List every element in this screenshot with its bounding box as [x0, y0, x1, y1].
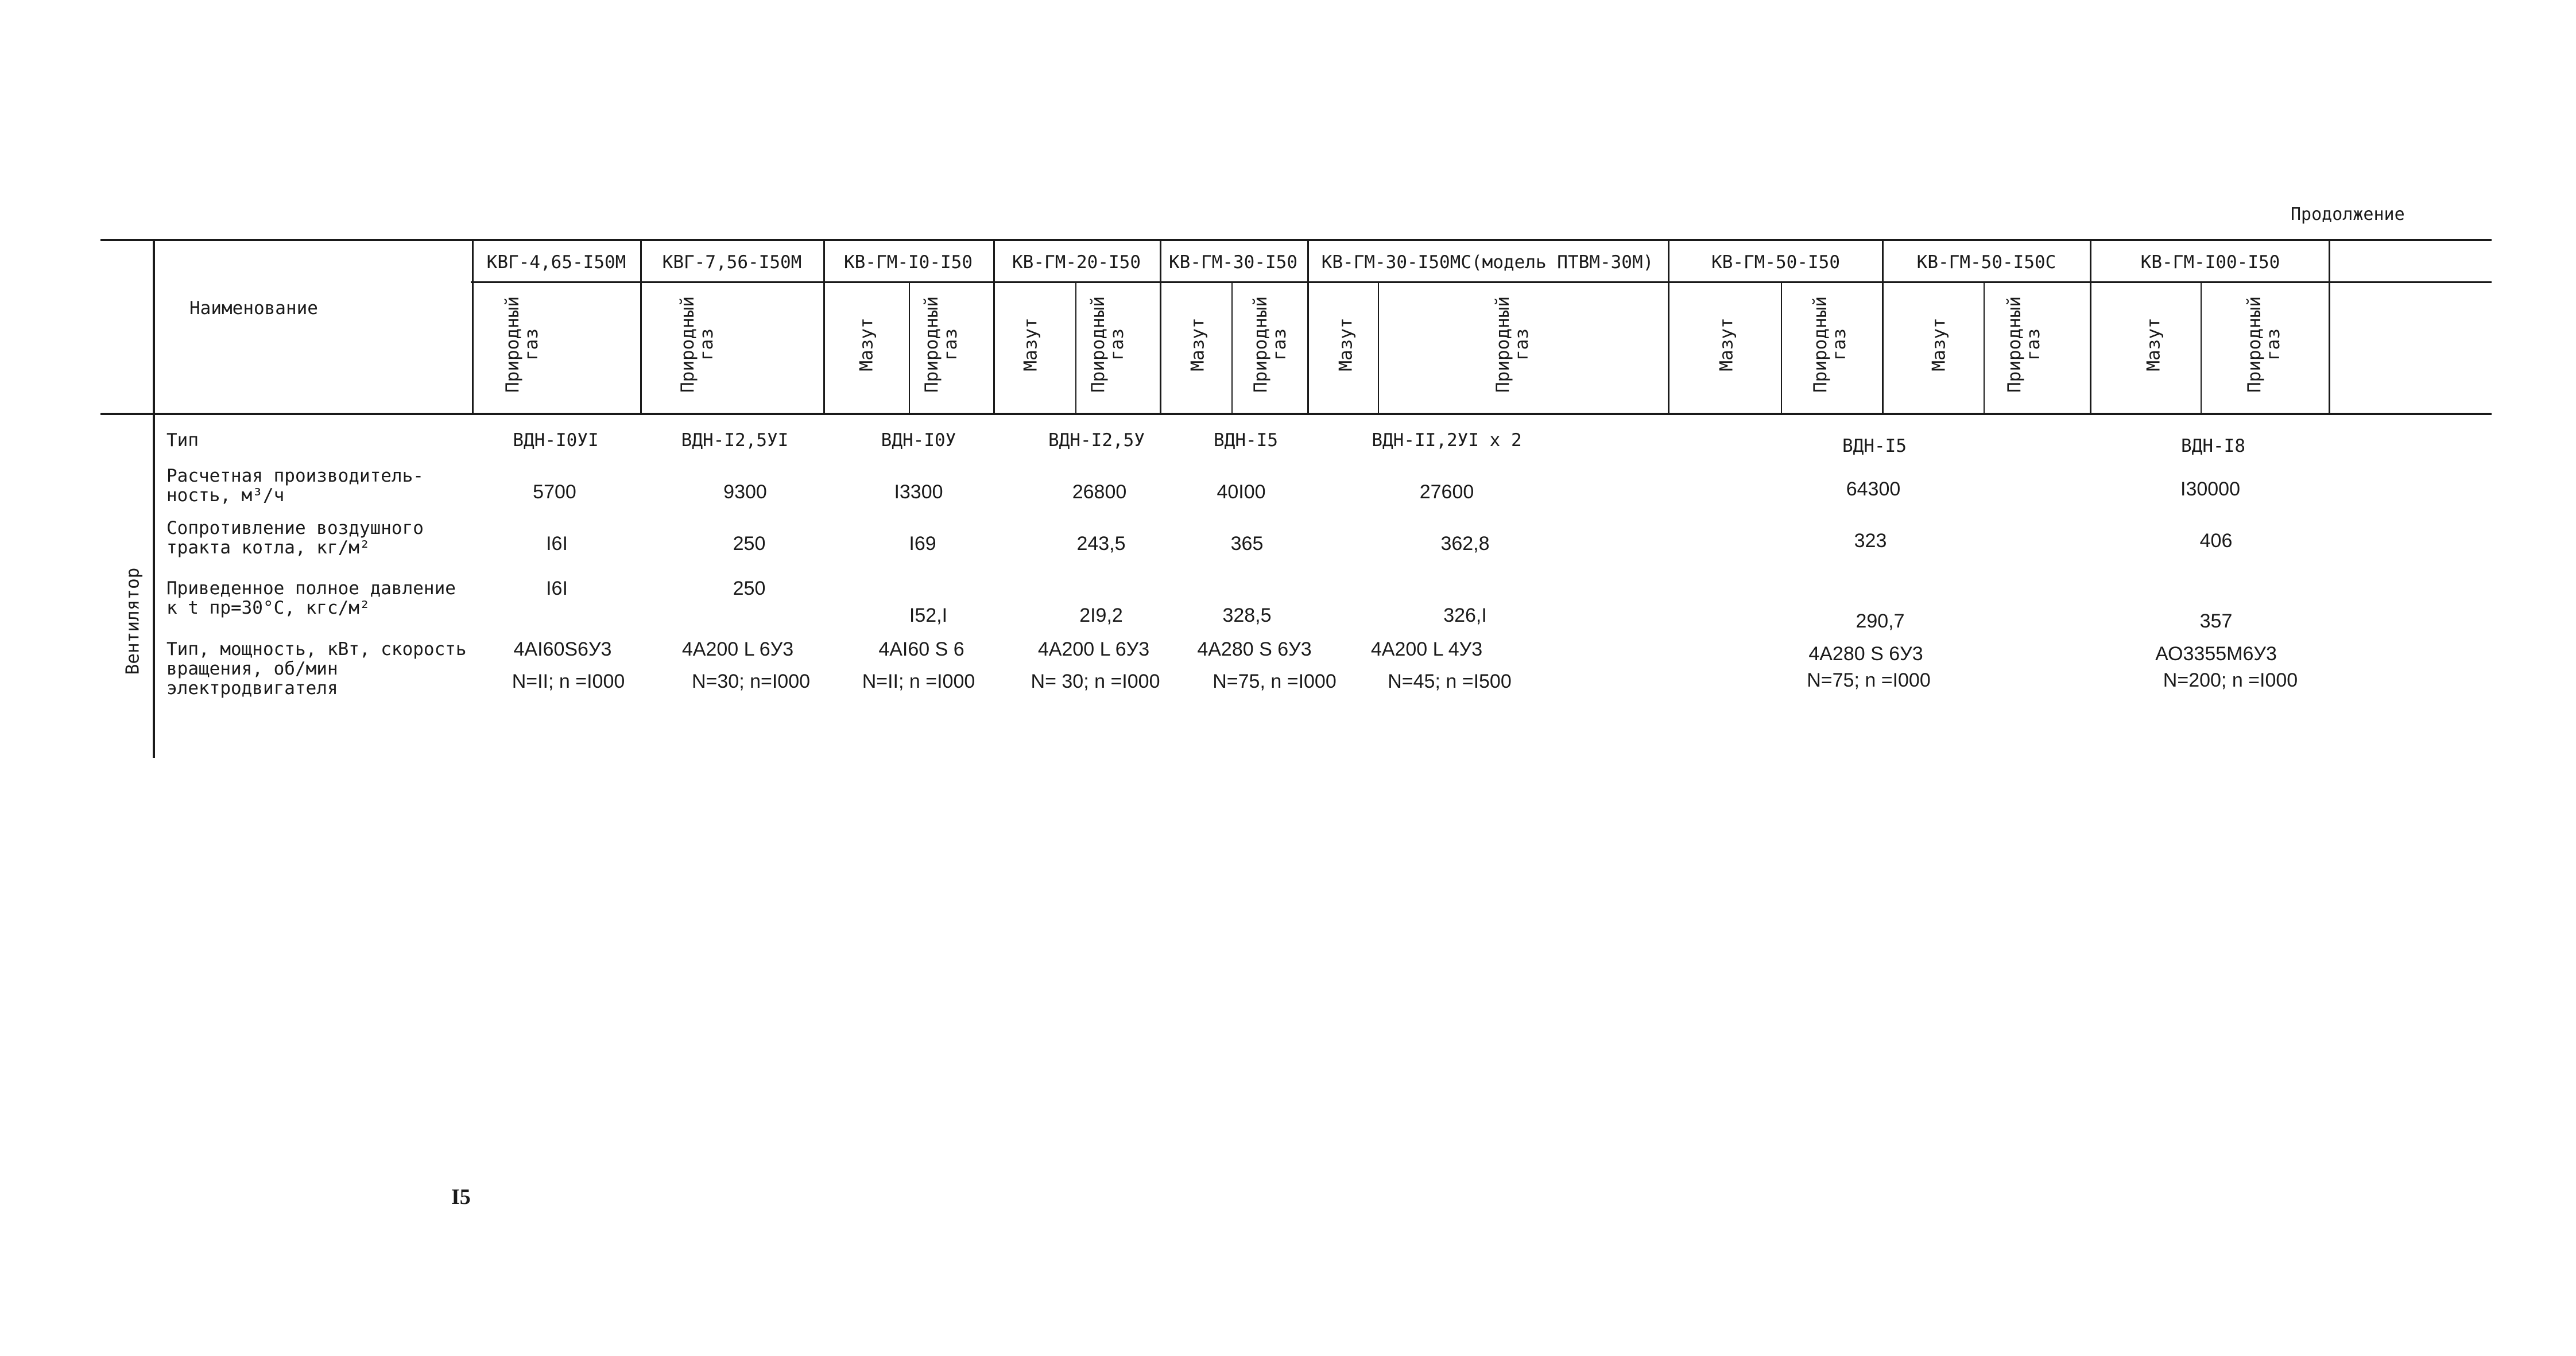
- cell-type: ВДН-I8: [2181, 436, 2245, 456]
- cell-motor-type: 4А200 L 6У3: [1037, 638, 1150, 660]
- cell-pressure: 250: [733, 578, 766, 599]
- fuel-natural-gas: Природный газ: [677, 296, 717, 393]
- col-divider: [1668, 239, 1669, 414]
- cell-motor-type: 4А280 S 6У3: [1197, 638, 1312, 660]
- cell-motor-params: N=30; n=I000: [691, 671, 811, 692]
- fuel-natural-gas: Природный газ: [2244, 296, 2284, 393]
- cell-resistance: 323: [1854, 530, 1887, 552]
- rule-model-header: [471, 281, 2492, 283]
- cell-capacity: 9300: [723, 481, 767, 503]
- cell-motor-params: N=200; n =I000: [2163, 669, 2298, 691]
- col-divider: [1882, 239, 1884, 414]
- fuel-divider: [2201, 282, 2202, 413]
- cell-capacity: 5700: [533, 481, 576, 503]
- row-label-resistance: Сопротивление воздушного тракта котла, кг/м²: [166, 518, 424, 558]
- col-divider: [993, 239, 995, 414]
- cell-type: ВДН-I5: [1214, 430, 1278, 451]
- header-model: КВГ-7,56-I50М: [662, 252, 802, 273]
- header-model: КВ-ГМ-30-I50МС(модель ПТВМ-30М): [1321, 252, 1654, 273]
- cell-resistance: 243,5: [1076, 533, 1126, 555]
- col-divider: [2329, 239, 2330, 414]
- row-label-motor: Тип, мощность, кВт, скорость вращения, об/мин электродвигателя: [166, 639, 467, 699]
- fuel-divider: [1378, 282, 1379, 413]
- cell-resistance: I69: [909, 533, 936, 555]
- cell-motor-type: 4АI60 S 6: [878, 638, 964, 660]
- fuel-natural-gas: Природный газ: [921, 296, 961, 393]
- cell-motor-params: N= 30; n =I000: [1031, 671, 1160, 692]
- cell-pressure: I52,I: [909, 605, 948, 626]
- cell-capacity: 40I00: [1217, 481, 1266, 503]
- header-name-label: Наименование: [189, 298, 318, 319]
- section-label-fan: Вентилятор: [122, 567, 144, 675]
- cell-motor-type: 4А200 L 4У3: [1370, 638, 1483, 660]
- continuation-caption: Продолжение: [2291, 204, 2405, 224]
- fuel-divider: [1984, 282, 1985, 413]
- fuel-natural-gas: Природный газ: [1250, 296, 1290, 393]
- cell-type: ВДН-I2,5УI: [681, 430, 789, 451]
- cell-motor-params: N=45; n =I500: [1388, 671, 1512, 692]
- col-divider: [823, 239, 825, 414]
- fuel-natural-gas: Природный газ: [1810, 296, 1850, 393]
- cell-resistance: 250: [733, 533, 766, 555]
- rule-section-column: [153, 241, 155, 758]
- cell-pressure: 326,I: [1443, 605, 1487, 626]
- fuel-mazut: Мазут: [2143, 317, 2164, 371]
- cell-pressure: I6I: [546, 578, 568, 599]
- col-divider: [1160, 239, 1161, 414]
- fuel-natural-gas: Природный газ: [1088, 296, 1128, 393]
- fuel-natural-gas: Природный газ: [2004, 296, 2044, 393]
- cell-capacity: I3300: [894, 481, 943, 503]
- col-divider: [1307, 239, 1309, 414]
- cell-pressure: 2I9,2: [1079, 605, 1123, 626]
- cell-capacity: 26800: [1072, 481, 1127, 503]
- header-model: КВ-ГМ-30-I50: [1169, 252, 1297, 273]
- cell-motor-params: N=II; n =I000: [862, 671, 975, 692]
- col-divider: [640, 239, 642, 414]
- row-label-type: Тип: [166, 430, 199, 451]
- cell-capacity: 27600: [1419, 481, 1474, 503]
- cell-motor-type: 4А200 L 6У3: [681, 638, 794, 660]
- cell-capacity: 64300: [1846, 478, 1901, 500]
- header-model: КВ-ГМ-I0-I50: [844, 252, 973, 273]
- cell-type: ВДН-I5: [1842, 436, 1907, 456]
- cell-capacity: I30000: [2180, 478, 2240, 500]
- page-number: I5: [451, 1185, 471, 1209]
- cell-pressure: 290,7: [1856, 610, 1905, 632]
- cell-pressure: 328,5: [1222, 605, 1272, 626]
- row-label-pressure: Приведенное полное давление к t пр=30°С, кгс/м²: [166, 578, 456, 618]
- cell-motor-params: N=II; n =I000: [512, 671, 625, 692]
- row-label-capacity: Расчетная производитель- ность, м³/ч: [166, 466, 424, 506]
- fuel-divider: [1781, 282, 1782, 413]
- fuel-mazut: Мазут: [1928, 317, 1950, 371]
- rule-top: [100, 239, 2492, 241]
- cell-resistance: 362,8: [1440, 533, 1490, 555]
- rule-header-bottom: [100, 413, 2492, 415]
- cell-type: ВДН-I2,5У: [1048, 430, 1145, 451]
- header-model: КВ-ГМ-50-I50С: [1916, 252, 2056, 273]
- cell-type: ВДН-II,2УI х 2: [1372, 430, 1522, 451]
- header-model: КВГ-4,65-I50М: [486, 252, 626, 273]
- header-model: КВ-ГМ-I00-I50: [2140, 252, 2280, 273]
- cell-type: ВДН-I0УI: [513, 430, 599, 451]
- cell-motor-type: 4А280 S 6У3: [1808, 643, 1923, 665]
- cell-resistance: 365: [1230, 533, 1264, 555]
- fuel-mazut: Мазут: [1335, 317, 1357, 371]
- cell-pressure: 357: [2199, 610, 2233, 632]
- cell-resistance: 406: [2199, 530, 2233, 552]
- col-divider: [472, 239, 474, 414]
- fuel-mazut: Мазут: [856, 317, 877, 371]
- fuel-mazut: Мазут: [1020, 317, 1041, 371]
- col-divider: [2090, 239, 2091, 414]
- fuel-divider: [1075, 282, 1076, 413]
- fuel-divider: [909, 282, 910, 413]
- fuel-divider: [1231, 282, 1233, 413]
- fuel-mazut: Мазут: [1187, 317, 1208, 371]
- header-model: КВ-ГМ-20-I50: [1012, 252, 1141, 273]
- cell-motor-type: АО3355М6У3: [2155, 643, 2277, 665]
- cell-type: ВДН-I0У: [881, 430, 956, 451]
- cell-motor-params: N=75; n =I000: [1807, 669, 1931, 691]
- fuel-mazut: Мазут: [1716, 317, 1737, 371]
- fuel-natural-gas: Природный газ: [502, 296, 542, 393]
- cell-resistance: I6I: [546, 533, 568, 555]
- cell-motor-type: 4АI60S6У3: [513, 638, 612, 660]
- fuel-natural-gas: Природный газ: [1493, 296, 1532, 393]
- header-model: КВ-ГМ-50-I50: [1711, 252, 1840, 273]
- cell-motor-params: N=75, n =I000: [1213, 671, 1337, 692]
